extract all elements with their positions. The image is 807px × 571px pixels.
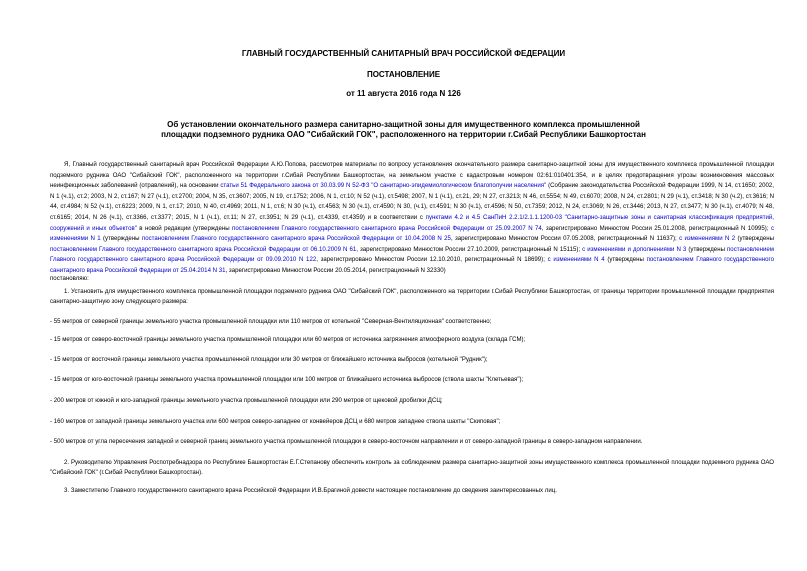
preamble-text-11: (утверждены: [604, 256, 647, 264]
law-article-link[interactable]: статьи 51 Федерального закона от 30.03.99 N 52-ФЗ "О санитарно-эпидемиологическом благополучии населения": [220, 182, 547, 190]
issuing-authority: ГЛАВНЫЙ ГОСУДАРСТВЕННЫЙ САНИТАРНЫЙ ВРАЧ РОССИЙСКОЙ ФЕДЕРАЦИИ: [241, 49, 566, 58]
resolve-word: постановляю:: [50, 275, 89, 282]
amendment-2-link[interactable]: с изменениями N 2: [679, 235, 736, 243]
resolution-61-link[interactable]: постановлением Главного государственного санитарного врача Российской Федерации от 06.10.2009 N 61: [50, 245, 357, 253]
list-item: - 15 метров от юго-восточной границы земельного участка промышленной площадки или 100 метров от ближайшего источника выбросов (ствола шахты "Клетьевая");: [50, 376, 524, 383]
amendment-1-link[interactable]: с изменениями N 1: [50, 224, 774, 243]
preamble-text-8: , зарегистрировано Минюстом России 27.10.2009, регистрационный N 15115);: [356, 245, 583, 253]
preamble-text-4: , зарегистрировано Минюстом России 25.01.2008, регистрационный N 10995);: [541, 224, 771, 232]
preamble-text-2: (Собрание законодательства Российской Федерации 1999, N 14, ст.1650; 2002, N 1 (ч.1), ст.2; 2003, N 2, ст.167; N 27 (ч.1), ст.2700; 2004, N 35, ст.3607; 2005, N 19, ст.1752; 2006, N 1, ст.10; N 52 (ч.1), ст.5498; 2007, N 1 (ч.1), ст.21, 29; N 27, ст.3213; N 46, ст.5554; N 49, ст.6070; 2008, N 24, ст.2801; N 29 (ч.1), ст.3418; N 30 (ч.2), ст.3616; N 44, ст.4984; N 52 (ч.1), ст.6223; 2009, N 1, ст.17; 2010, N 40, ст.4969; 2011, N 1, ст.6; N 30 (ч.1), ст.4563; N 30 (ч.1), ст.4590; N 30, (ч.1), ст.4591; N 30 (ч.1), ст.4596; N 50, ст.7359; 2012, N 24, ст.3069; N 26, ст.3446; 2013, N 27, ст.3477; N 30 (ч.1), ст.4079; N 48, ст.6165; 2014, N 26 (ч.1), ст.3366, ст.3377; 2015, N 1 (ч.1), ст.11; N 27, ст.3951; N 29 (ч.1), ст.4339, ст.4359) и в соответствии с: [50, 182, 774, 221]
list-item: - 500 метров от угла пересечения западной и северной границ земельного участка промышленной площадки в северо-восточном направлении и от северо-западной границы в северо-западном направлении.: [50, 438, 643, 445]
amendment-3-link[interactable]: с изменениями и дополнениями N 3: [582, 245, 687, 253]
preamble-text-6: , зарегистрировано Минюстом России 07.05.2008, регистрационный N 11637);: [450, 235, 680, 243]
resolution-74-link[interactable]: постановлением Главного государственного санитарного врача Российской Федерации от 25.09.2007 N 74: [232, 224, 542, 232]
preamble-text-7: (утверждены: [735, 235, 775, 243]
amendment-4-link[interactable]: с изменениями N 4: [547, 256, 605, 264]
date-and-number: от 11 августа 2016 года N 126: [346, 89, 461, 98]
list-item: - 200 метров от южной и юго-западной границы земельного участка промышленной площадки или 290 метров от щековой дробилки ДСЦ;: [50, 397, 443, 404]
point-2: 2. Руководителю Управления Роспотребнадзора по Республике Башкортостан Е.Г.Степанову обеспечить контроль за соблюдением размера санитарно-защитной зоны имущественного комплекса промышленной площадки подземного рудника ОАО "Сибайский ГОК" (г.Сибай Республики Башкортостан).: [50, 459, 774, 476]
resolution-25-link[interactable]: постановлением Главного государственного санитарного врача Российской Федерации от 10.04.2008 N 25: [141, 235, 451, 243]
point-3: 3. Заместителю Главного государственного санитарного врача Российской Федерации И.В.Брагиной довести настоящее постановление до сведения заинтересованных лиц.: [64, 487, 557, 494]
list-item: - 55 метров от северной границы земельного участка промышленной площадки или 110 метров от котельной "Северная-Вентиляционная" соответственно;: [50, 318, 492, 325]
sanpin-link[interactable]: пунктами 4.2 и 4.5 СанПиН 2.2.1/2.1.1.1200-03 "Санитарно-защитные зоны и санитарная классификация предприятий, сооружений и иных объектов": [50, 213, 775, 232]
preamble-text-1: Я, Главный государственный санитарный врач Российской Федерации А.Ю.Попова, рассмотрев материалы по вопросу установления окончательного размера санитарно-защитной зоны для имущественного комплекса промышленной площадки подземного рудника ОАО "Сибайский ГОК", расположенного на территории г.Сибай Республики Башкортостан, на земельном участке с кадастровым номером 02:61:010401:354, и в целях предотвращения угрозы возникновения массовых неинфекционных заболеваний (отравлений), на основании: [50, 161, 774, 190]
preamble-text-5: (утверждены: [100, 235, 142, 243]
document-type: ПОСТАНОВЛЕНИЕ: [366, 70, 441, 79]
resolution-122-link[interactable]: постановлением Главного государственного санитарного врача Российской Федерации от 09.09.2010 N 122: [50, 245, 774, 264]
preamble-paragraph: [50, 160, 774, 277]
document-title: Об установлении окончательного размера санитарно-защитной зоны для имущественного комплекса промышленной площадки подземного рудника ОАО "Сибайский ГОК", расположенного на территории г.Сибай Республики Башкортостан: [161, 120, 646, 139]
preamble-text-10: , зарегистрировано Минюстом России 12.10.2010, регистрационный N 18699);: [316, 256, 548, 264]
preamble-text-3: в новой редакции (утверждены: [136, 224, 233, 232]
list-item: - 15 метров от восточной границы земельного участка промышленной площадки или 30 метров от ближайшего источника выбросов (котельной "Рудник");: [50, 356, 488, 363]
resolution-31-link[interactable]: постановлением Главного государственного санитарного врача Российской Федерации от 25.04.2014 N 31: [50, 256, 775, 274]
list-item: - 15 метров от северо-восточной границы земельного участка промышленной площадки или 60 метров от источника загрязнения атмосферного воздуха (склада ГСМ);: [50, 336, 526, 343]
list-item: - 160 метров от западной границы земельного участка или 600 метров северо-западнее от конвейеров ДСЦ и 680 метров западнее ствола шахты "Скиповая";: [50, 418, 501, 425]
preamble-text-12: , зарегистрировано Минюстом России 20.05.2014, регистрационный N 32330): [225, 266, 446, 274]
preamble-text-9: (утверждены: [686, 245, 727, 253]
point-1: 1. Установить для имущественного комплекса промышленной площадки подземного рудника ОАО "Сибайский ГОК", расположенного на территории г.Сибай Республики Башкортостан, от границы территории промышленной площадки предприятия санитарно-защитную зону следующего размера:: [50, 288, 774, 305]
